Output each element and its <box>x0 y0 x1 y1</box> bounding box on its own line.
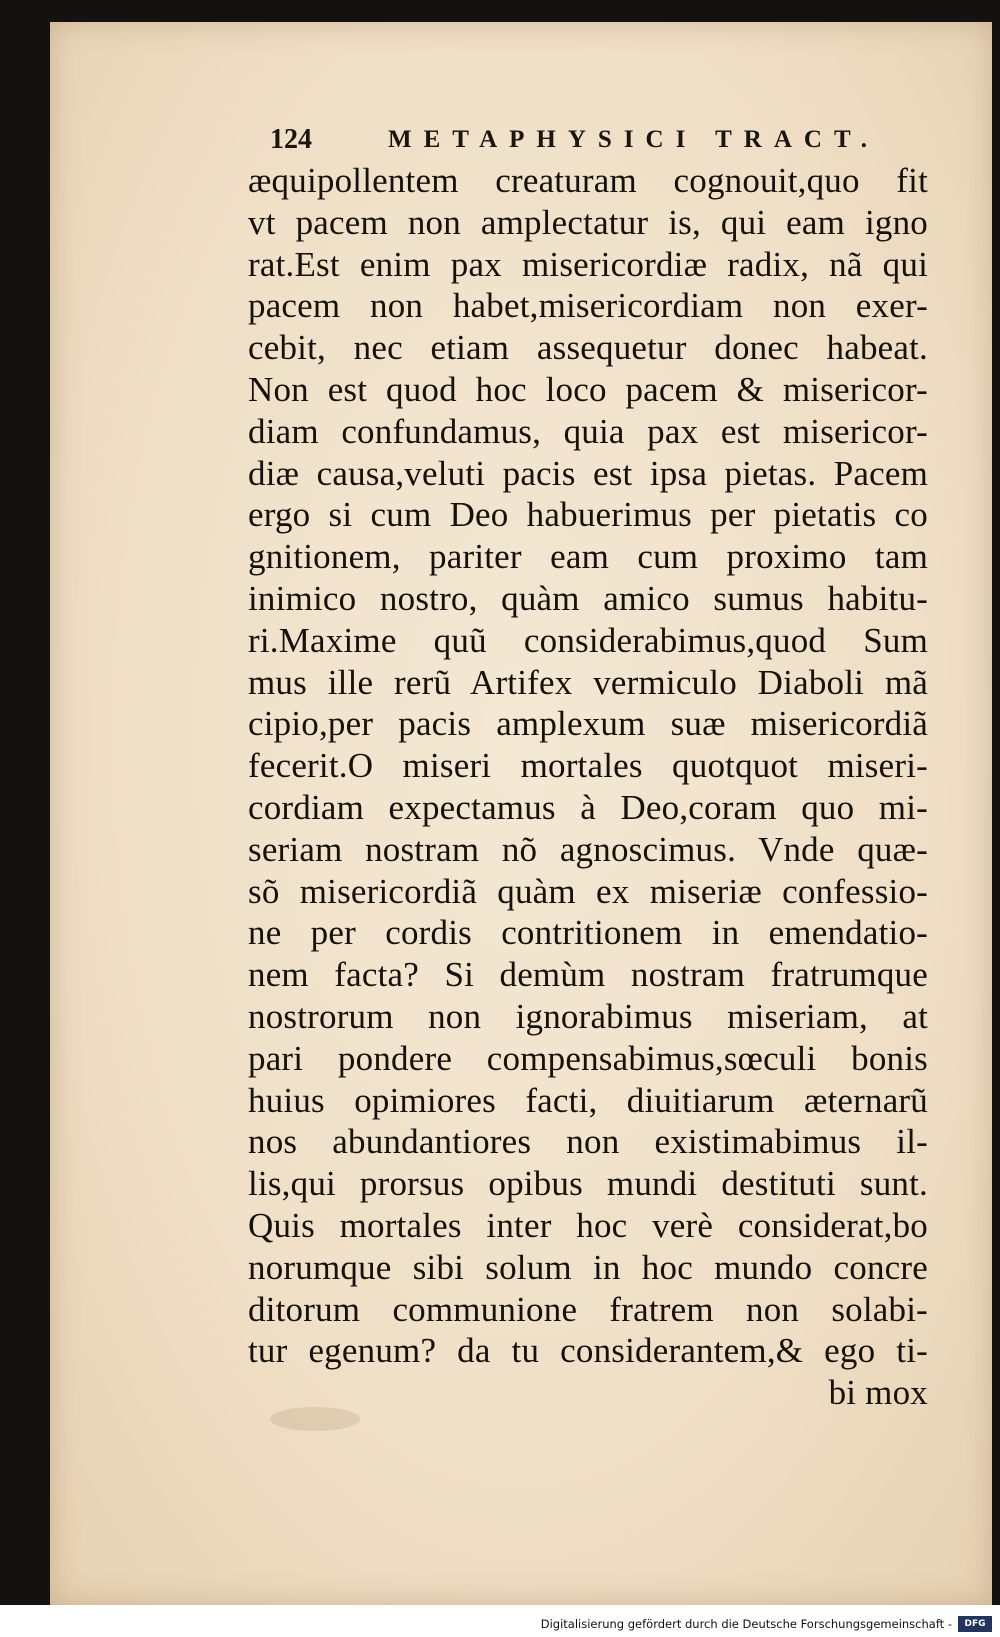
text-line: inimico nostro, quàm amico sumus habitu- <box>248 578 928 618</box>
text-line: Quis mortales inter hoc verè considerat,bo <box>248 1205 928 1245</box>
text-line: diæ causa,veluti pacis est ipsa pietas. Pacem <box>248 453 928 493</box>
text-line: ditorum communione fratrem non solabi- <box>248 1289 928 1329</box>
text-line: cebit, nec etiam assequetur donec habeat. <box>248 328 928 368</box>
dfg-logo-icon: DFG <box>958 1616 992 1632</box>
text-line: norumque sibi solum in hoc mundo concre <box>248 1247 928 1287</box>
text-line: mus ille rerũ Artifex vermiculo Diaboli mã <box>248 662 928 702</box>
page-number: 124 <box>270 124 312 155</box>
text-line: nem facta? Si demùm nostram fratrumque <box>248 955 928 995</box>
text-line: bi mox <box>828 1373 928 1413</box>
book-page <box>50 22 992 1605</box>
text-line: æquipollentem creaturam cognouit,quo fit <box>248 161 928 200</box>
running-head-title: METAPHYSICI TRACT. <box>388 126 880 153</box>
text-line: ri.Maxime quũ considerabimus,quod Sum <box>248 620 928 660</box>
ink-smudge <box>270 1407 360 1431</box>
running-head <box>270 122 910 162</box>
text-line: diam confundamus, quia pax est misericor- <box>248 411 928 451</box>
text-line: ergo si cum Deo habuerimus per pietatis co <box>248 495 928 535</box>
body-text <box>248 160 928 1414</box>
text-line: tur egenum? da tu considerantem,& ego ti- <box>248 1331 928 1371</box>
footer-bar <box>0 1605 1000 1637</box>
text-line: cipio,per pacis amplexum suæ misericordiã <box>248 704 928 744</box>
text-line: nostrorum non ignorabimus miseriam, at <box>248 996 928 1036</box>
text-line: pari pondere compensabimus,sœculi bonis <box>248 1038 928 1078</box>
text-line: pacem non habet,misericordiam non exer- <box>248 286 928 326</box>
digitization-credit: Digitalisierung gefördert durch die Deutsche Forschungsgemeinschaft - <box>540 1617 952 1631</box>
text-line: cordiam expectamus à Deo,coram quo mi- <box>248 787 928 827</box>
text-line: rat.Est enim pax misericordiæ radix, nã qui <box>248 244 928 284</box>
text-line: fecerit.O miseri mortales quotquot miseri- <box>248 746 928 786</box>
text-line: seriam nostram nõ agnoscimus. Vnde quæ- <box>248 829 928 869</box>
text-line: nos abundantiores non existimabimus il- <box>248 1122 928 1162</box>
text-line: huius opimiores facti, diuitiarum æternarũ <box>248 1080 928 1120</box>
text-line: sõ misericordiã quàm ex miseriæ confessio- <box>248 871 928 911</box>
text-line: vt pacem non amplectatur is, qui eam igno <box>248 202 928 242</box>
text-line: gnitionem, pariter eam cum proximo tam <box>248 537 928 577</box>
text-line: lis,qui prorsus opibus mundi destituti sunt. <box>248 1164 928 1204</box>
text-line: Non est quod hoc loco pacem & misericor- <box>248 369 928 409</box>
text-line: ne per cordis contritionem in emendatio- <box>248 913 928 953</box>
